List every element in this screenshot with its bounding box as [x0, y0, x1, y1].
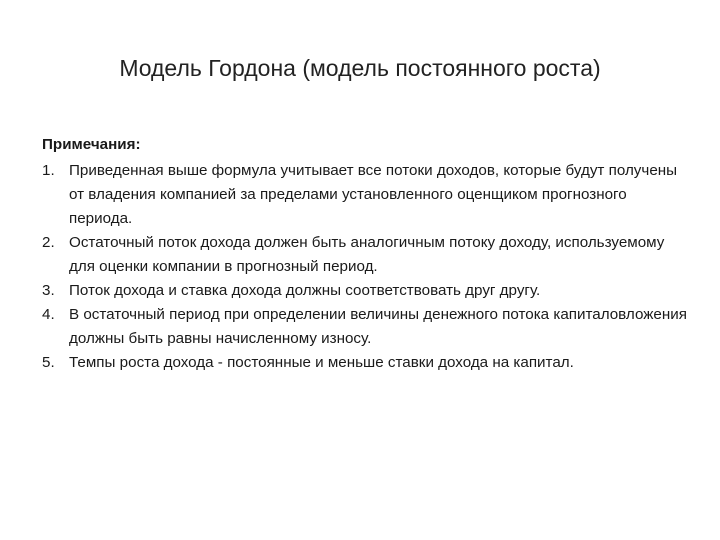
note-text: Приведенная выше формула учитывает все потоки доходов, которые будут получены от владения компанией за пределами установленного оценщиком прогнозного периода.	[69, 162, 678, 227]
note-item	[42, 279, 692, 303]
note-item	[42, 231, 692, 279]
notes-heading: Примечания:	[42, 136, 141, 153]
slide-title: Модель Гордона (модель постоянного роста)	[119, 55, 601, 81]
note-number: 1.	[42, 162, 55, 179]
note-text: Остаточный поток дохода должен быть аналогичным потоку доходу, используемому для оценки компании в прогнозный период.	[69, 234, 665, 275]
note-text: Темпы роста дохода - постоянные и меньше ставки дохода на капитал.	[69, 354, 574, 371]
note-item	[42, 351, 692, 375]
note-number: 3.	[42, 282, 55, 299]
notes-block	[42, 133, 692, 375]
note-text: Поток дохода и ставка дохода должны соответствовать друг другу.	[69, 282, 541, 299]
note-text: В остаточный период при определении величины денежного потока капиталовложения должны быть равны начисленному износу.	[69, 306, 687, 347]
note-number: 4.	[42, 306, 55, 323]
note-item	[42, 159, 692, 231]
note-item	[42, 303, 692, 351]
note-number: 2.	[42, 234, 55, 251]
note-number: 5.	[42, 354, 55, 371]
notes-list	[42, 159, 692, 375]
